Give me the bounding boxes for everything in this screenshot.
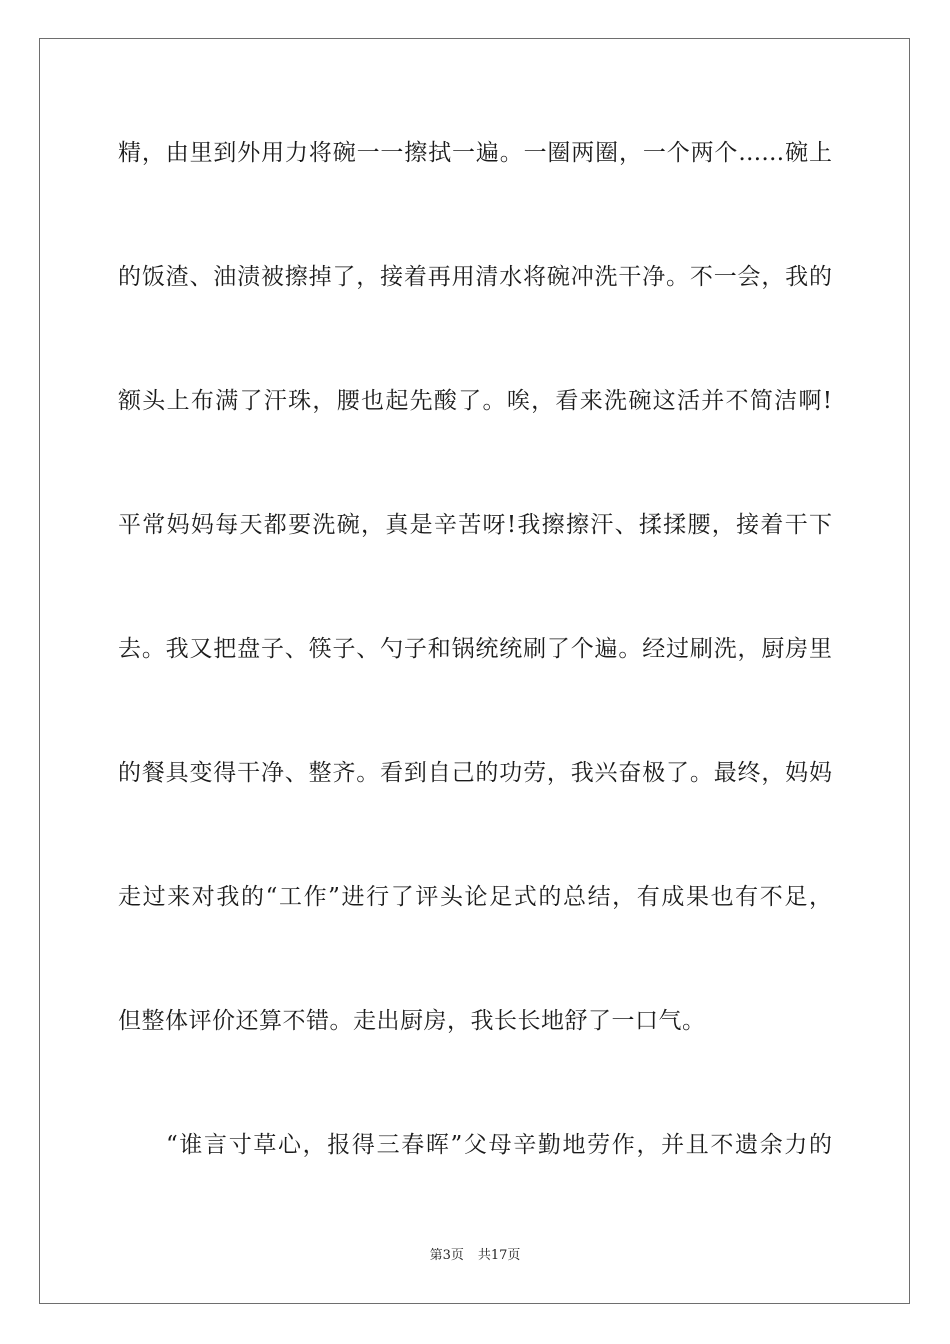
- paragraph-line-last: 但整体评价还算不错。走出厨房，我长长地舒了一口气。: [118, 1008, 706, 1034]
- page-number: 第3页: [429, 1248, 464, 1263]
- paragraph-line: 额头上布满了汗珠，腰也起先酸了。唉，看来洗碗这活并不简洁啊!: [118, 388, 832, 414]
- paragraph-line: 的餐具变得干净、整齐。看到自己的功劳，我兴奋极了。最终，妈妈: [118, 760, 832, 786]
- paragraph-line: 平常妈妈每天都要洗碗，真是辛苦呀!我擦擦汗、揉揉腰，接着干下: [118, 512, 832, 538]
- paragraph-line: 的饭渣、油渍被擦掉了，接着再用清水将碗冲洗干净。不一会，我的: [118, 264, 832, 290]
- page-total: 共17页: [477, 1248, 521, 1263]
- paragraph-line-indented: “谁言寸草心，报得三春晖”父母辛勤地劳作，并且不遗余力的: [166, 1132, 832, 1158]
- paragraph-line: 去。我又把盘子、筷子、勺子和锅统统刷了个遍。经过刷洗，厨房里: [118, 636, 832, 662]
- paragraph-line: 精，由里到外用力将碗一一擦拭一遍。一圈两圈，一个两个……碗上: [118, 140, 832, 166]
- paragraph-line: 走过来对我的“工作”进行了评头论足式的总结，有成果也有不足，: [118, 884, 832, 910]
- page-footer: [0, 1247, 950, 1265]
- page-border: [39, 38, 910, 1304]
